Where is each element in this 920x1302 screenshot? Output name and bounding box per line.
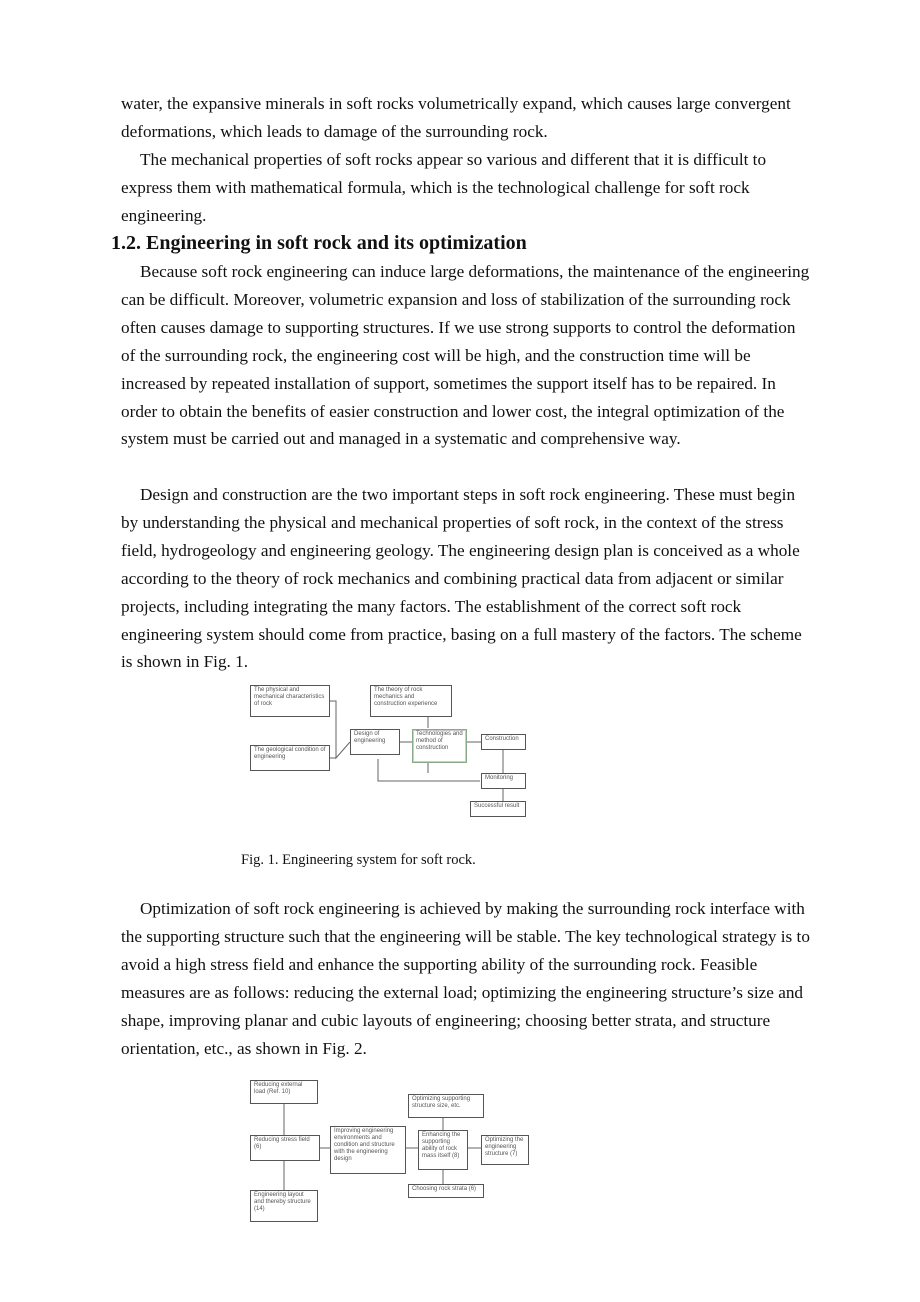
box-reducing-external-load: Reducing external load (Ref. 10): [250, 1080, 318, 1104]
figure-1-diagram: [248, 683, 530, 819]
figure-1-caption: Fig. 1. Engineering system for soft rock.: [241, 852, 476, 868]
box-optimizing-engineering-structure: Optimizing the engineering structure (7): [481, 1135, 529, 1165]
box-reducing-stress-field: Reducing stress field (6): [250, 1135, 320, 1161]
box-monitoring: Monitoring: [481, 773, 526, 789]
box-construction: Construction: [481, 734, 526, 750]
box-choosing-rock-strata: Choosing rock strata (6): [408, 1184, 484, 1198]
box-rock-mechanics-theory: The theory of rock mechanics and construction experience: [370, 685, 452, 717]
section-heading: 1.2. Engineering in soft rock and its optimization: [111, 232, 527, 254]
box-construction-technology: Technologies and method of construction: [412, 729, 467, 763]
box-improving-environments: Improving engineering environments and condition and structure with the engineering design: [330, 1126, 406, 1174]
box-optimizing-supporting-structure: Optimizing supporting structure size, etc.: [408, 1094, 484, 1118]
paragraph-5: Optimization of soft rock engineering is achieved by making the surrounding rock interface with the supporting structure such that the engineering will be stable. The key technological strategy is to avoid a high stress field and enhance the supporting ability of the surrounding rock. Feasible measures are as follows: reducing the external load; optimizing the engineering structure’s size and shape, improving planar and cubic layouts of engineering; choosing better strata, and structure orientation, etc., as shown in Fig. 2.: [121, 899, 810, 1058]
paragraph-2: The mechanical properties of soft rocks appear so various and different that it is difficult to express them with mathematical formula, which is the technological challenge for soft rock engineering.: [121, 150, 767, 225]
figure-2-diagram: [248, 1078, 532, 1226]
paragraph-3: Because soft rock engineering can induce large deformations, the maintenance of the engineering can be difficult. Moreover, volumetric expansion and loss of stabilization of the surrounding rock often causes damage to supporting structures. If we use strong supports to control the deformation of the surrounding rock, the engineering cost will be high, and the construction time will be increased by repeated installation of support, sometimes the support itself has to be repaired. In order to obtain the benefits of easier construction and lower cost, the integral optimization of the system must be carried out and managed in a systematic and comprehensive way.: [121, 262, 810, 449]
box-engineering-layout: Engineering layout and thereby structure (14): [250, 1190, 318, 1222]
paragraph-1: water, the expansive minerals in soft rocks volumetrically expand, which causes large convergent deformations, which leads to damage of the surrounding rock.: [121, 94, 791, 141]
box-geological-condition: The geological condition of engineering: [250, 745, 330, 771]
box-physical-properties: The physical and mechanical characteristics of rock: [250, 685, 330, 717]
box-enhancing-supporting-ability: Enhancing the supporting ability of rock mass itself (8): [418, 1130, 468, 1170]
box-successful-result: Successful result: [470, 801, 526, 817]
box-design: Design of engineering: [350, 729, 400, 755]
paragraph-4: Design and construction are the two important steps in soft rock engineering. These must begin by understanding the physical and mechanical properties of soft rock, in the context of the stress field, hydrogeology and engineering geology. The engineering design plan is conceived as a whole according to the theory of rock mechanics and combining practical data from adjacent or similar projects, including integrating the many factors. The establishment of the correct soft rock engineering system should come from practice, basing on a full mastery of the factors. The scheme is shown in Fig. 1.: [121, 485, 802, 672]
